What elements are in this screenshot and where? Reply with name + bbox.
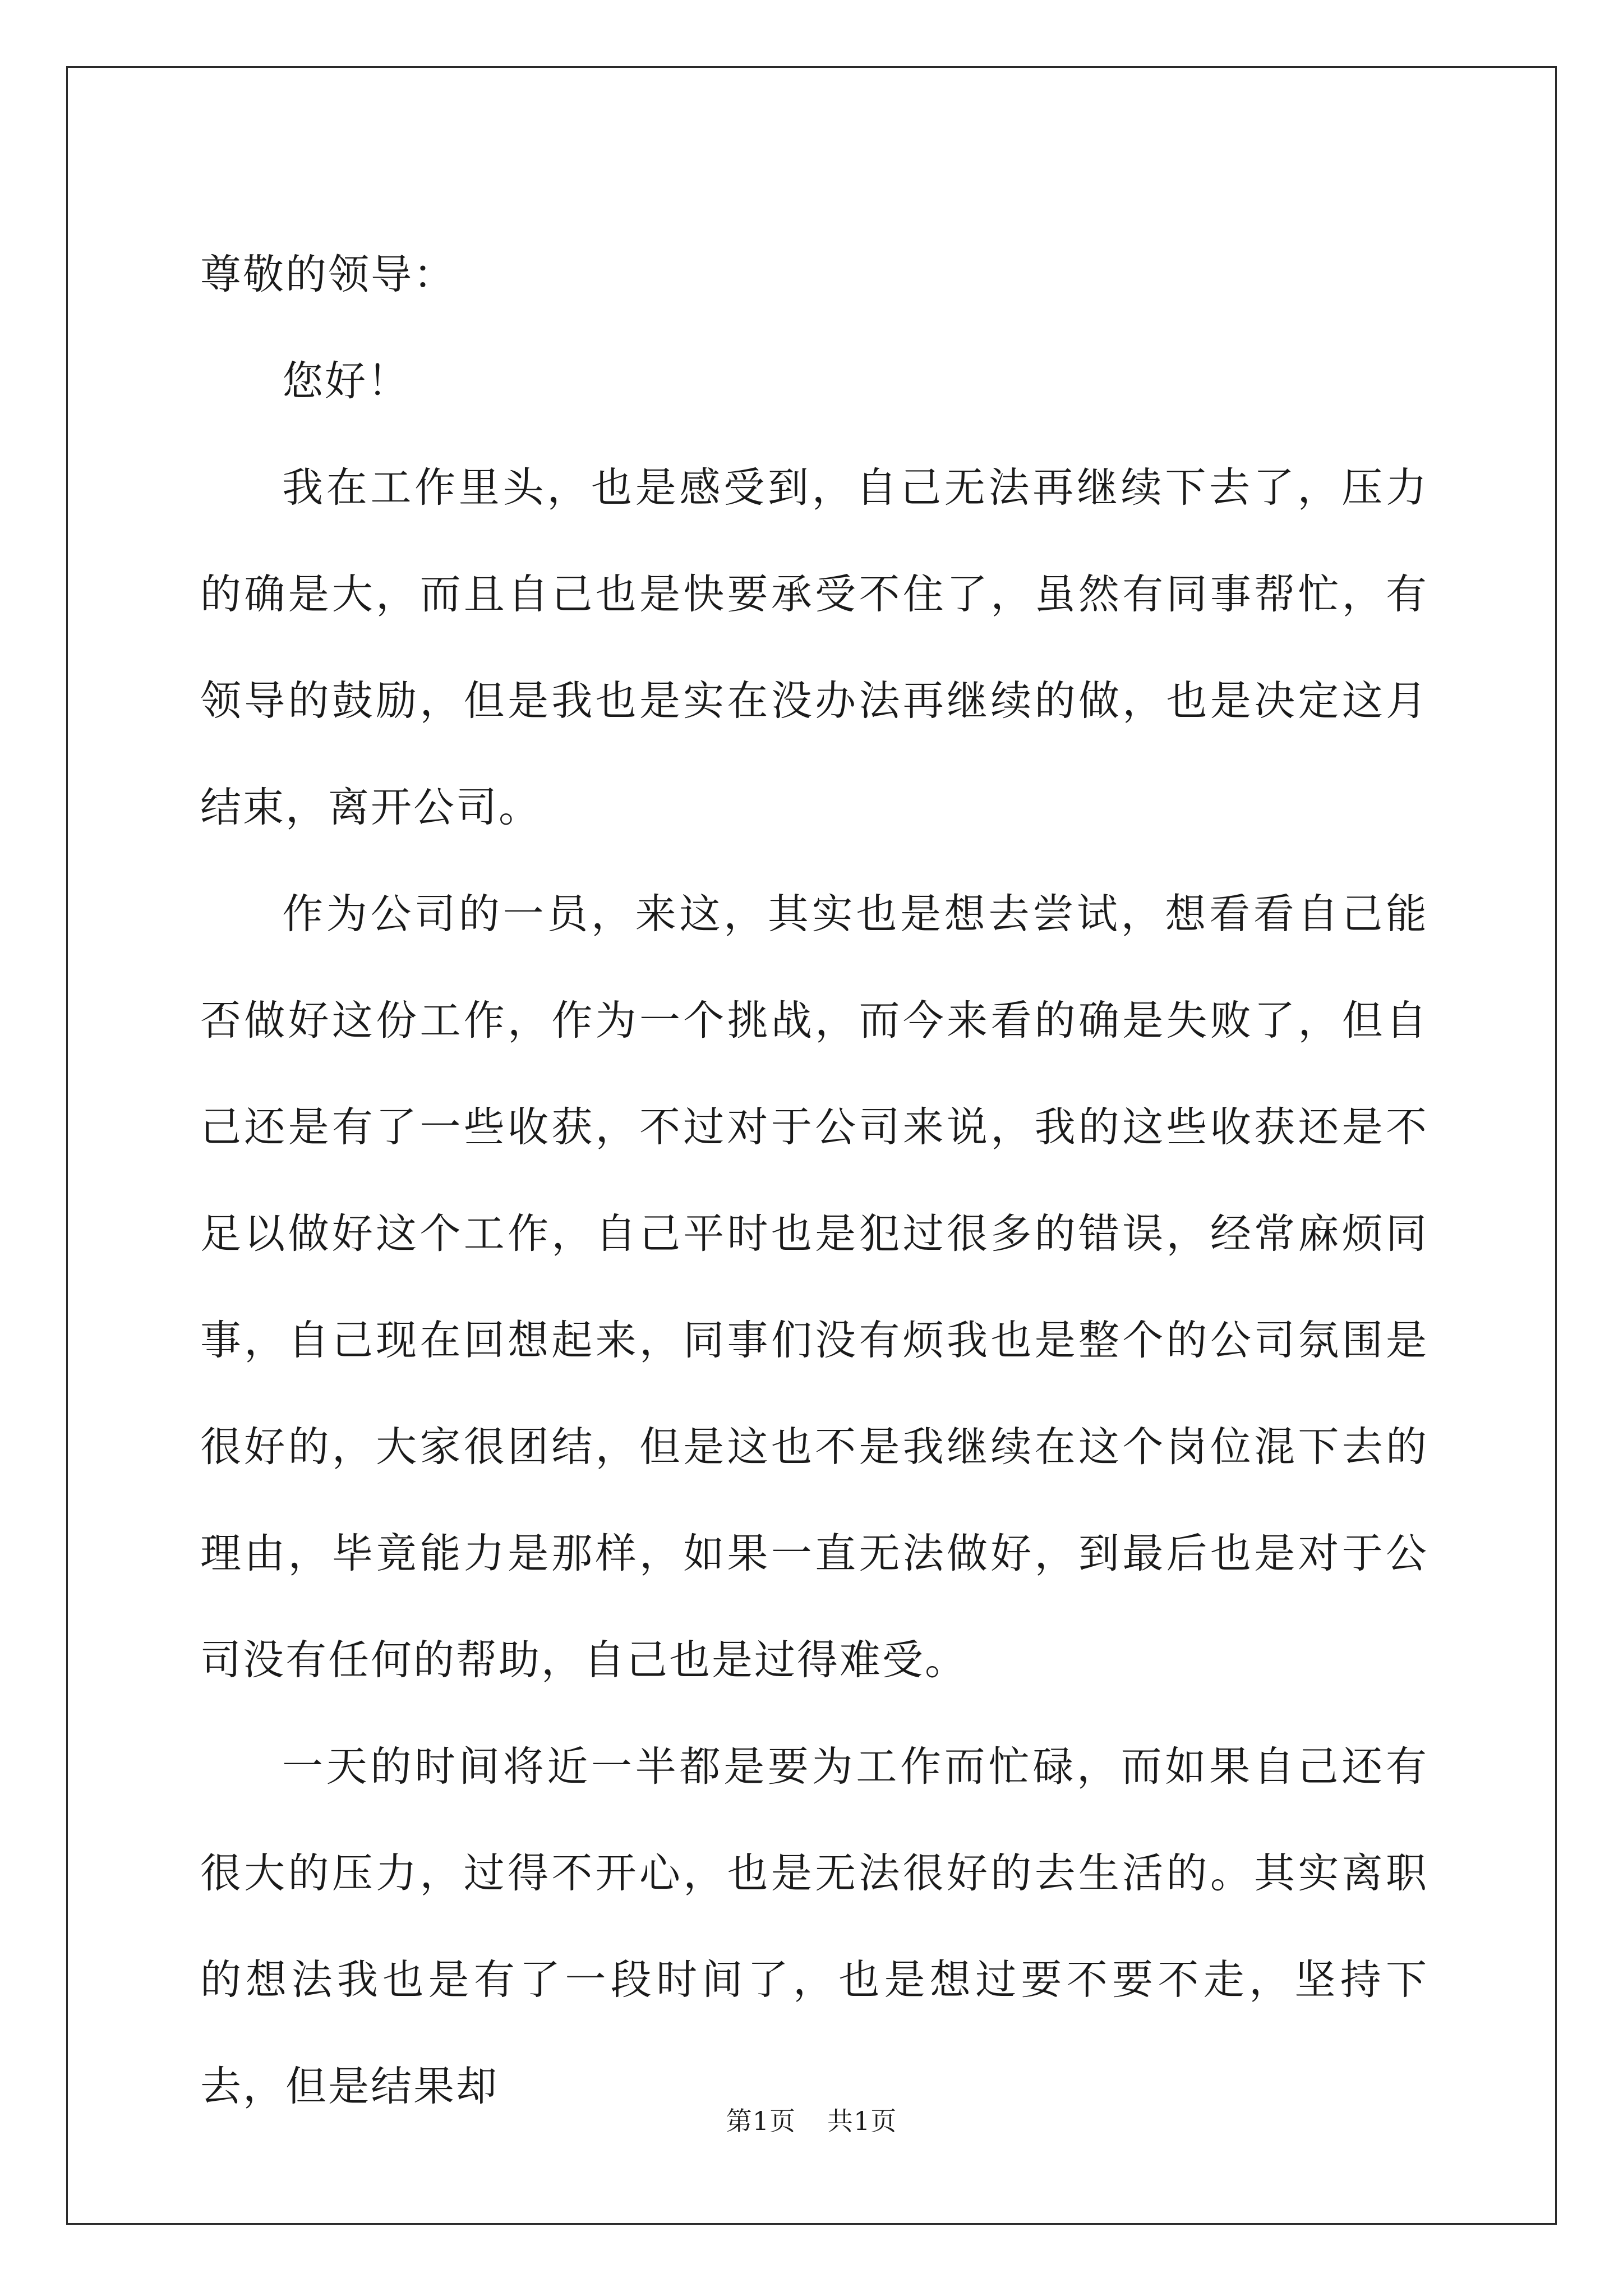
paragraph-2: 作为公司的一员，来这，其实也是想去尝试，想看看自己能否做好这份工作，作为一个挑战，而今来看的确是失败了，但自己还是有了一些收获，不过对于公司来说，我的这些收获还是不足以做好这个工作，自己平时也是犯过很多的错误，经常麻烦同事，自己现在回想起来，同事们没有烦我也是整个的公司氛围是很好的，大家很团结，但是这也不是我继续在这个岗位混下去的理由，毕竟能力是那样，如果一直无法做好，到最后也是对于公司没有任何的帮助，自己也是过得难受。 xyxy=(200,890,1428,1684)
document-body xyxy=(200,222,1428,2140)
page-total: 共1页 xyxy=(827,2106,897,2136)
salutation: 尊敬的领导： xyxy=(200,251,456,298)
page-footer xyxy=(0,2101,1623,2138)
paragraph-greeting: 您好！ xyxy=(282,357,410,405)
page-number: 第1页 xyxy=(726,2106,796,2136)
paragraph-1: 我在工作里头，也是感受到，自己无法再继续下去了，压力的确是大，而且自己也是快要承受不住了，虽然有同事帮忙，有领导的鼓励，但是我也是实在没办法再继续的做，也是决定这月结束，离开公司。 xyxy=(200,464,1428,831)
paragraph-3: 一天的时间将近一半都是要为工作而忙碌，而如果自己还有很大的压力，过得不开心，也是无法很好的去生活的。其实离职的想法我也是有了一段时间了，也是想过要不要不走，坚持下去，但是结果却 xyxy=(200,1743,1428,2110)
